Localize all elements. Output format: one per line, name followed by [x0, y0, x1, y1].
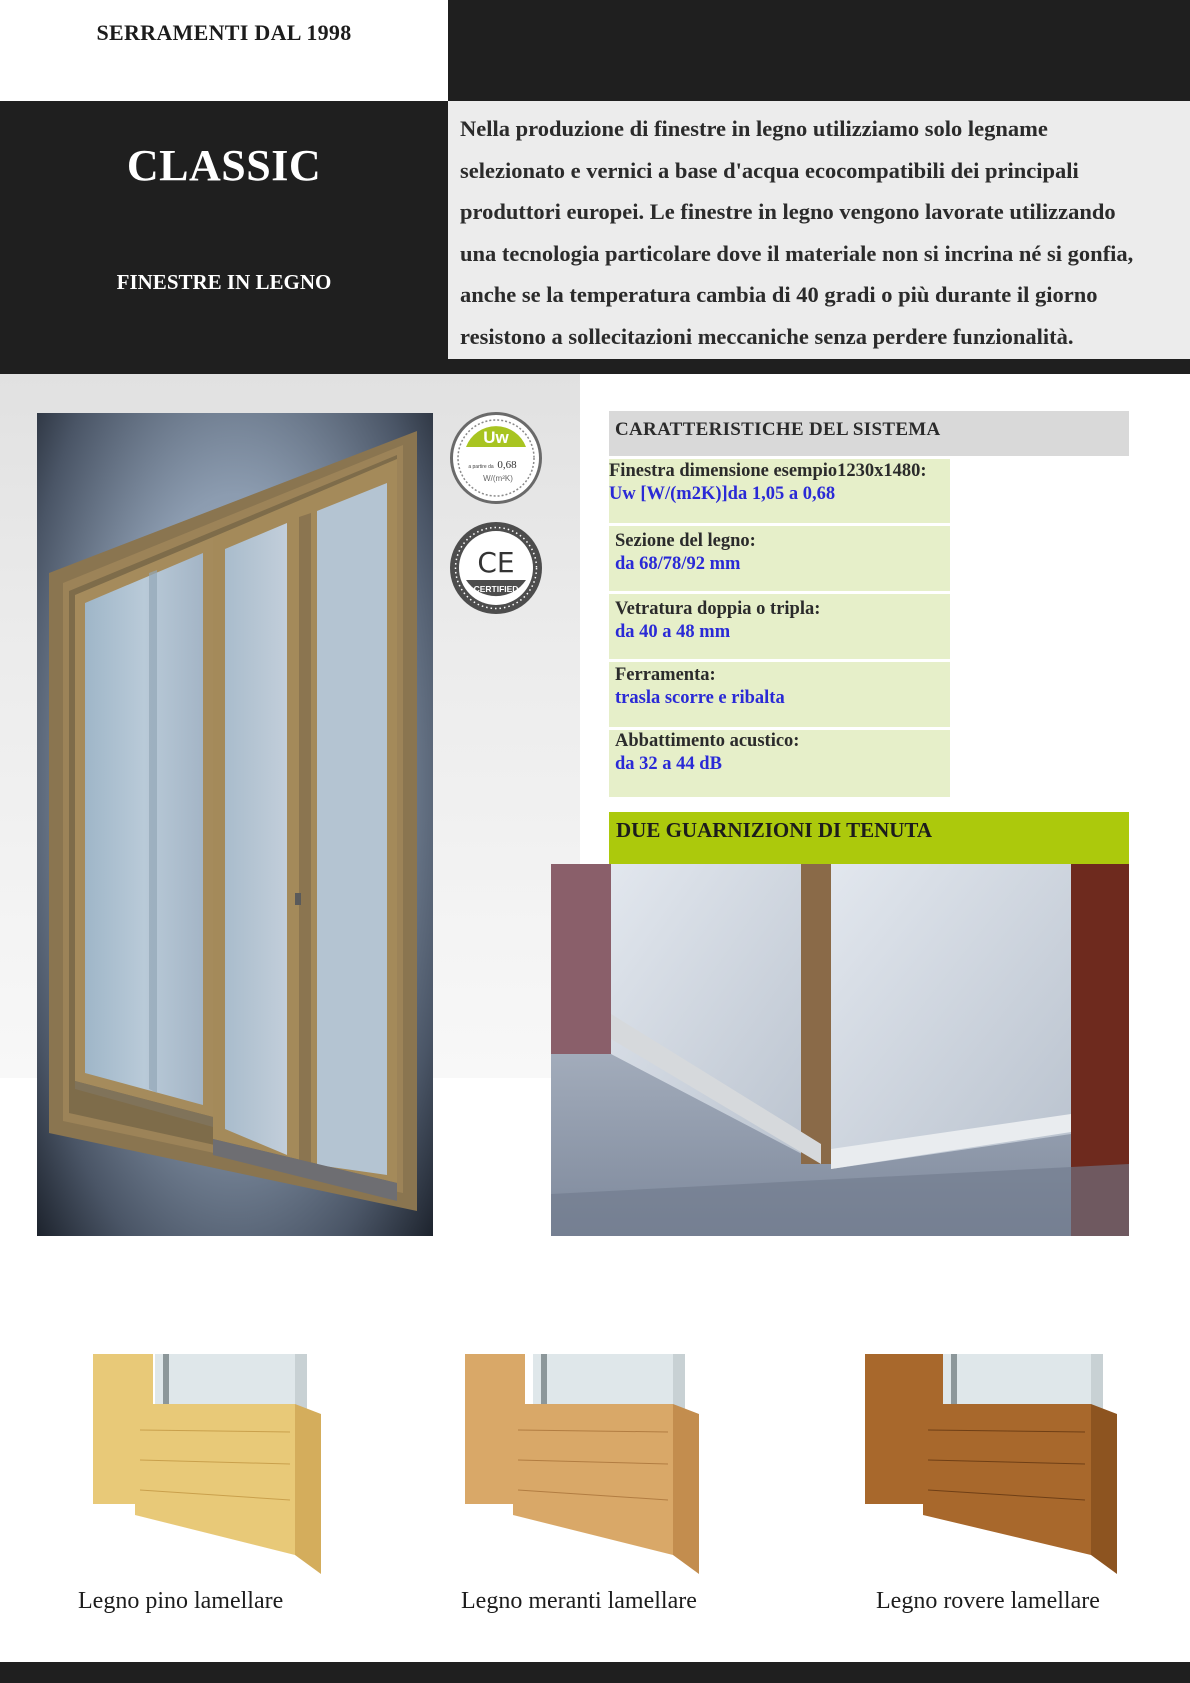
door-threshold-illustration: [551, 864, 1129, 1236]
intro-line: Nella produzione di finestre in legno utilizziamo solo legname: [460, 116, 1048, 141]
wood-profile-oak-icon: [863, 1350, 1123, 1575]
brand-tagline: SERRAMENTI DAL 1998: [96, 20, 352, 45]
ce-certified-icon: [450, 522, 542, 614]
intro-line: resistono a sollecitazioni meccaniche senza perdere funzionalità.: [460, 323, 1074, 349]
spec-value: Uw [W/(m2K)]da 1,05 a 0,68: [609, 484, 836, 504]
spec-row-wood-section: [609, 526, 950, 591]
spec-value: da 40 a 48 mm: [615, 622, 731, 642]
profile-caption-oak: Legno rovere lamellare: [876, 1588, 1100, 1614]
spec-label: Abbattimento acustico:: [615, 731, 800, 751]
profile-caption-pine: Legno pino lamellare: [78, 1588, 284, 1614]
uw-value: 0,68: [497, 459, 517, 471]
ce-badge: [450, 522, 542, 614]
uw-badge: [450, 412, 542, 504]
intro-line: selezionato e vernici a base d'acqua ecocompatibili dei principali: [460, 157, 1079, 183]
intro-paragraph: [460, 108, 1180, 357]
profile-oak: [863, 1350, 1123, 1575]
uw-prefix: a partire da: [468, 464, 494, 470]
specs-header: CARATTERISTICHE DEL SISTEMA: [615, 419, 941, 440]
spec-value: trasla scorre e ribalta: [615, 688, 785, 708]
gasket-photo: [551, 864, 1129, 1236]
profile-meranti: [463, 1350, 703, 1575]
intro-line: una tecnologia particolare dove il materiale non si incrina né si gonfia,: [460, 240, 1134, 266]
gasket-title: DUE GUARNIZIONI DI TENUTA: [616, 818, 933, 842]
spec-label: Finestra dimensione esempio1230x1480:: [609, 461, 927, 481]
footer-bar: [0, 1662, 1190, 1683]
window-photo: [37, 413, 433, 1236]
profile-pine: [85, 1350, 325, 1575]
spec-label: Sezione del legno:: [615, 531, 756, 551]
spec-row-dimension: [609, 459, 950, 523]
header-dark-bar: [448, 0, 1190, 101]
uw-rating-icon: [453, 415, 539, 501]
spec-row-hardware: [609, 662, 950, 727]
ce-label: CERTIFIED: [473, 584, 519, 594]
wood-profile-pine-icon: [85, 1350, 325, 1575]
ce-mark: CE: [477, 546, 515, 579]
spec-value: da 32 a 44 dB: [615, 754, 722, 774]
sliding-window-illustration: [37, 413, 433, 1236]
header-left-panel: [0, 0, 448, 101]
wood-profile-meranti-icon: [463, 1350, 703, 1575]
page-subtitle: FINESTRE IN LEGNO: [116, 270, 332, 294]
spec-value: da 68/78/92 mm: [615, 554, 741, 574]
spec-label: Ferramenta:: [615, 665, 716, 685]
spec-row-glazing: [609, 594, 950, 659]
intro-line: produttori europei. Le finestre in legno vengono lavorate utilizzando: [460, 199, 1116, 224]
intro-line: anche se la temperatura cambia di 40 gradi o più durante il giorno: [460, 282, 1098, 307]
profile-caption-meranti: Legno meranti lamellare: [461, 1588, 697, 1614]
page-title: CLASSIC: [126, 141, 322, 190]
uw-title: Uw: [483, 428, 509, 447]
spec-label: Vetratura doppia o tripla:: [615, 599, 821, 619]
spec-row-acoustic: [609, 730, 950, 797]
uw-unit: W/(m²K): [483, 474, 513, 483]
